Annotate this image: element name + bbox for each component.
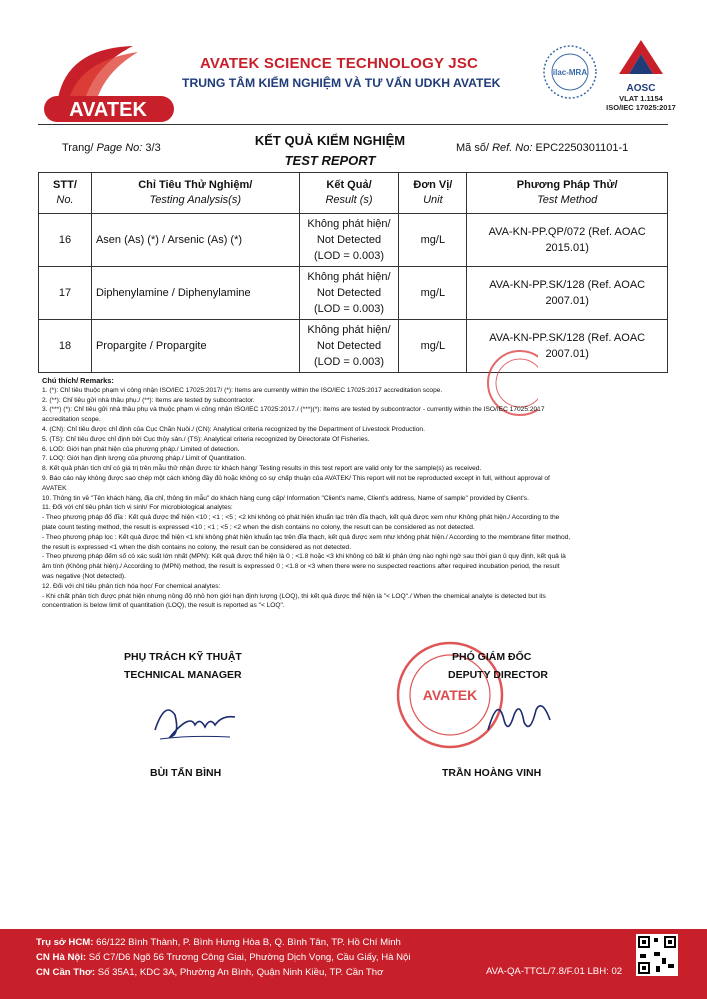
ref-value: EPC2250301101-1 <box>535 142 629 154</box>
remark-line: accreditation scope. <box>42 416 101 424</box>
page-number <box>62 142 161 154</box>
remark-line: 12. Đối với chỉ tiêu phân tích hóa học/ For chemical analytes: <box>42 582 221 590</box>
remark-line: - Theo phương pháp lọc : Kết quả được thể hiện <1 khi không phát hiện khuẩn lạc trên đĩa thạch, kết quả được xem như không phát hiện./ According to the membrane filter method, <box>42 533 571 541</box>
remark-line: - Khi chất phân tích được phát hiện nhưng nồng độ nhỏ hơn giới hạn định lượng (LOQ), thì kết quả được thể hiện là "< LOQ"./ When the chemical analyte is detected but its <box>42 592 546 600</box>
report-title-vi: KẾT QUẢ KIỂM NGHIỆM <box>254 133 406 148</box>
aosc-badge <box>605 38 677 112</box>
remark-line: 10. Thông tin về "Tên khách hàng, địa chỉ, thông tin mẫu" do khách hàng cung cấp/ Information "Client's name, Client's address, Name of sample" provided by Client's. <box>42 494 529 502</box>
remark-line: 7. LOQ: Giới hạn định lượng của phương pháp./ Limit of Quantitation. <box>42 455 246 463</box>
remark-line: concentration is below limit of quantitation (LOQ), the result is reported as "< LOQ". <box>42 602 285 610</box>
remark-line: 8. Kết quả phân tích chỉ có giá trị trên mẫu thử nhận được từ khách hàng/ Testing results in this test report are valid only for the sample(s) as received. <box>42 465 482 473</box>
deputy-director-name: TRẦN HOÀNG VINH <box>442 767 542 779</box>
header-divider <box>38 124 668 125</box>
cell-method: AVA-KN-PP.SK/128 (Ref. AOAC 2007.01) <box>467 320 668 373</box>
table-row <box>39 320 668 373</box>
header-unit: Đơn Vị/ Unit <box>399 173 467 214</box>
cell-no: 17 <box>39 267 92 320</box>
remarks-title: Chú thích/ Remarks: <box>42 376 114 385</box>
page-label-vi: Trang/ <box>62 142 94 154</box>
remark-line: âm tính (Không phát hiện)./ According to (MPN) method, the result is expressed 0 ; <1.8 or <3 when there were no suspected reactions after required incubation period, the result <box>42 563 560 571</box>
table-row <box>39 267 668 320</box>
cell-unit: mg/L <box>399 320 467 373</box>
remark-line: 1. (*): Chỉ tiêu thuộc phạm vi công nhận ISO/IEC 17025:2017/ (*): Items are currently within the ISO/IEC 17025:2017 accreditation scope. <box>42 386 443 394</box>
remark-line: 5. (TS): Chỉ tiêu được chỉ định bởi Cục thủy sản./ (TS): Analytical criteria recognized by Directorate Of Fisheries. <box>42 435 370 443</box>
ref-label-vi: Mã số/ <box>456 142 490 154</box>
remark-line: 4. (CN): Chỉ tiêu được chỉ định của Cục Chăn Nuôi./ (CN): Analytical criteria recognized by the Department of Livestock Production. <box>42 425 425 433</box>
table-row <box>39 214 668 267</box>
table-header-row <box>39 173 668 214</box>
technical-manager-role-vi: PHỤ TRÁCH KỸ THUẬT <box>124 651 242 663</box>
remark-line: AVATEK <box>42 484 67 492</box>
cell-result: Không phát hiện/ Not Detected (LOD = 0.003) <box>299 267 399 320</box>
header-method: Phương Pháp Thử/ Test Method <box>467 173 668 214</box>
cell-analysis: Propargite / Propargite <box>91 320 299 373</box>
aosc-triangle-icon <box>605 38 677 78</box>
technical-manager-name: BÙI TẤN BÌNH <box>150 767 222 779</box>
cell-analysis: Asen (As) (*) / Arsenic (As) (*) <box>91 214 299 267</box>
footer-hanoi: CN Hà Nội: Số C7/D6 Ngõ 56 Trương Công Giai, Phường Dịch Vọng, Cầu Giấy, Hà Nội <box>36 952 411 963</box>
cell-result: Không phát hiện/ Not Detected (LOD = 0.003) <box>299 320 399 373</box>
aosc-text: AOSC <box>626 83 656 94</box>
form-code: AVA-QA-TTCL/7.8/F.01 LBH: 02 <box>486 966 623 977</box>
ref-label-en: Ref. No: <box>492 142 533 154</box>
remark-line: plate count testing method, the result is expressed <10 ; <1 ; <5 ; <2 when the dish contains no colony, the result can be considered as not detected. <box>42 523 475 531</box>
cell-analysis: Diphenylamine / Diphenylamine <box>91 267 299 320</box>
qr-code-icon <box>636 934 678 976</box>
technical-manager-role-en: TECHNICAL MANAGER <box>124 669 242 681</box>
logo-text: AVATEK <box>69 99 147 121</box>
header-result: Kết Quả/ Result (s) <box>299 173 399 214</box>
remark-line: 6. LOD: Giới hạn phát hiện của phương pháp./ Limited of detection. <box>42 445 240 453</box>
deputy-director-role-en: DEPUTY DIRECTOR <box>448 669 548 681</box>
remarks-section <box>42 376 672 611</box>
iso-text: ISO/IEC 17025:2017 <box>606 103 676 112</box>
ilac-mra-logo <box>540 42 600 102</box>
remark-line: 2. (**): Chỉ tiêu gửi nhà thầu phụ./ (**): Items are tested by subcontractor. <box>42 396 255 404</box>
remark-line: - Theo phương pháp đếm số có xác suất lớn nhất (MPN): Kết quả được thể hiện là 0 ; <1.8 hoặc <3 khi không có bất kì phản ứng nào nghi ngờ sau thời gian ủ quy định, kết quả là <box>42 553 566 561</box>
header-analysis: Chỉ Tiêu Thử Nghiệm/ Testing Analysis(s) <box>91 173 299 214</box>
company-name: AVATEK SCIENCE TECHNOLOGY JSC <box>200 55 479 72</box>
remark-line: 3. (***) (*): Chỉ tiêu gửi nhà thầu phụ và thuộc phạm vi công nhận ISO/IEC 17025:2017./ (***)(*): Items are tested by subcontractor - currently within the ISO/IEC 17025:2017 <box>42 406 545 414</box>
cell-no: 16 <box>39 214 92 267</box>
technical-manager-signature <box>150 695 240 745</box>
avatek-logo <box>38 38 178 124</box>
cell-method: AVA-KN-PP.SK/128 (Ref. AOAC 2007.01) <box>467 267 668 320</box>
remark-line: the result is expressed <1 when the dish contains no colony, the result can be considered as not detected. <box>42 543 352 551</box>
deputy-director-role-vi: PHÓ GIÁM ĐỐC <box>452 651 532 663</box>
remark-line: 11. Đối với chỉ tiêu phân tích vi sinh/ For microbiological analytes: <box>42 504 233 512</box>
remark-line: 9. Báo cáo này không được sao chép một cách không đầy đủ hoặc không có sự chấp thuận của AVATEK/ This report will not be reproducted except in full, without approval of <box>42 474 550 482</box>
remark-line: - Theo phương pháp đổ đĩa : Kết quả được thể hiện <10 ; <1 ; <5 ; <2 khi không có phát hiện khuẩn lạc trên đĩa thạch, kết quả được xem như Không phát hiện./ According to the <box>42 514 560 522</box>
page-value: 3/3 <box>145 142 161 154</box>
page-label-en: Page No: <box>96 142 143 154</box>
report-title-en: TEST REPORT <box>284 153 376 168</box>
results-table <box>38 172 668 373</box>
deputy-director-signature <box>480 690 560 745</box>
remark-line: was negative (Not detected). <box>42 572 126 580</box>
cell-method: AVA-KN-PP.QP/072 (Ref. AOAC 2015.01) <box>467 214 668 267</box>
cell-unit: mg/L <box>399 267 467 320</box>
ilac-text: ilac-MRA <box>552 68 588 77</box>
footer-hcm: Trụ sở HCM: 66/122 Bình Thành, P. Bình Hưng Hòa B, Q. Bình Tân, TP. Hồ Chí Minh <box>36 937 401 948</box>
ref-number <box>456 142 628 154</box>
vlat-text: VLAT 1.1154 <box>619 94 663 103</box>
header-no: STT/ No. <box>39 173 92 214</box>
cell-unit: mg/L <box>399 214 467 267</box>
center-name: TRUNG TÂM KIỂM NGHIỆM VÀ TƯ VẤN UDKH AVATEK <box>182 76 501 90</box>
cell-result: Không phát hiện/ Not Detected (LOD = 0.003) <box>299 214 399 267</box>
stamp-text: AVATEK <box>422 687 478 703</box>
footer-cantho: CN Cần Thơ: Số 35A1, KDC 3A, Phường An Bình, Quận Ninh Kiều, TP. Cần Thơ <box>36 967 384 978</box>
cell-no: 18 <box>39 320 92 373</box>
